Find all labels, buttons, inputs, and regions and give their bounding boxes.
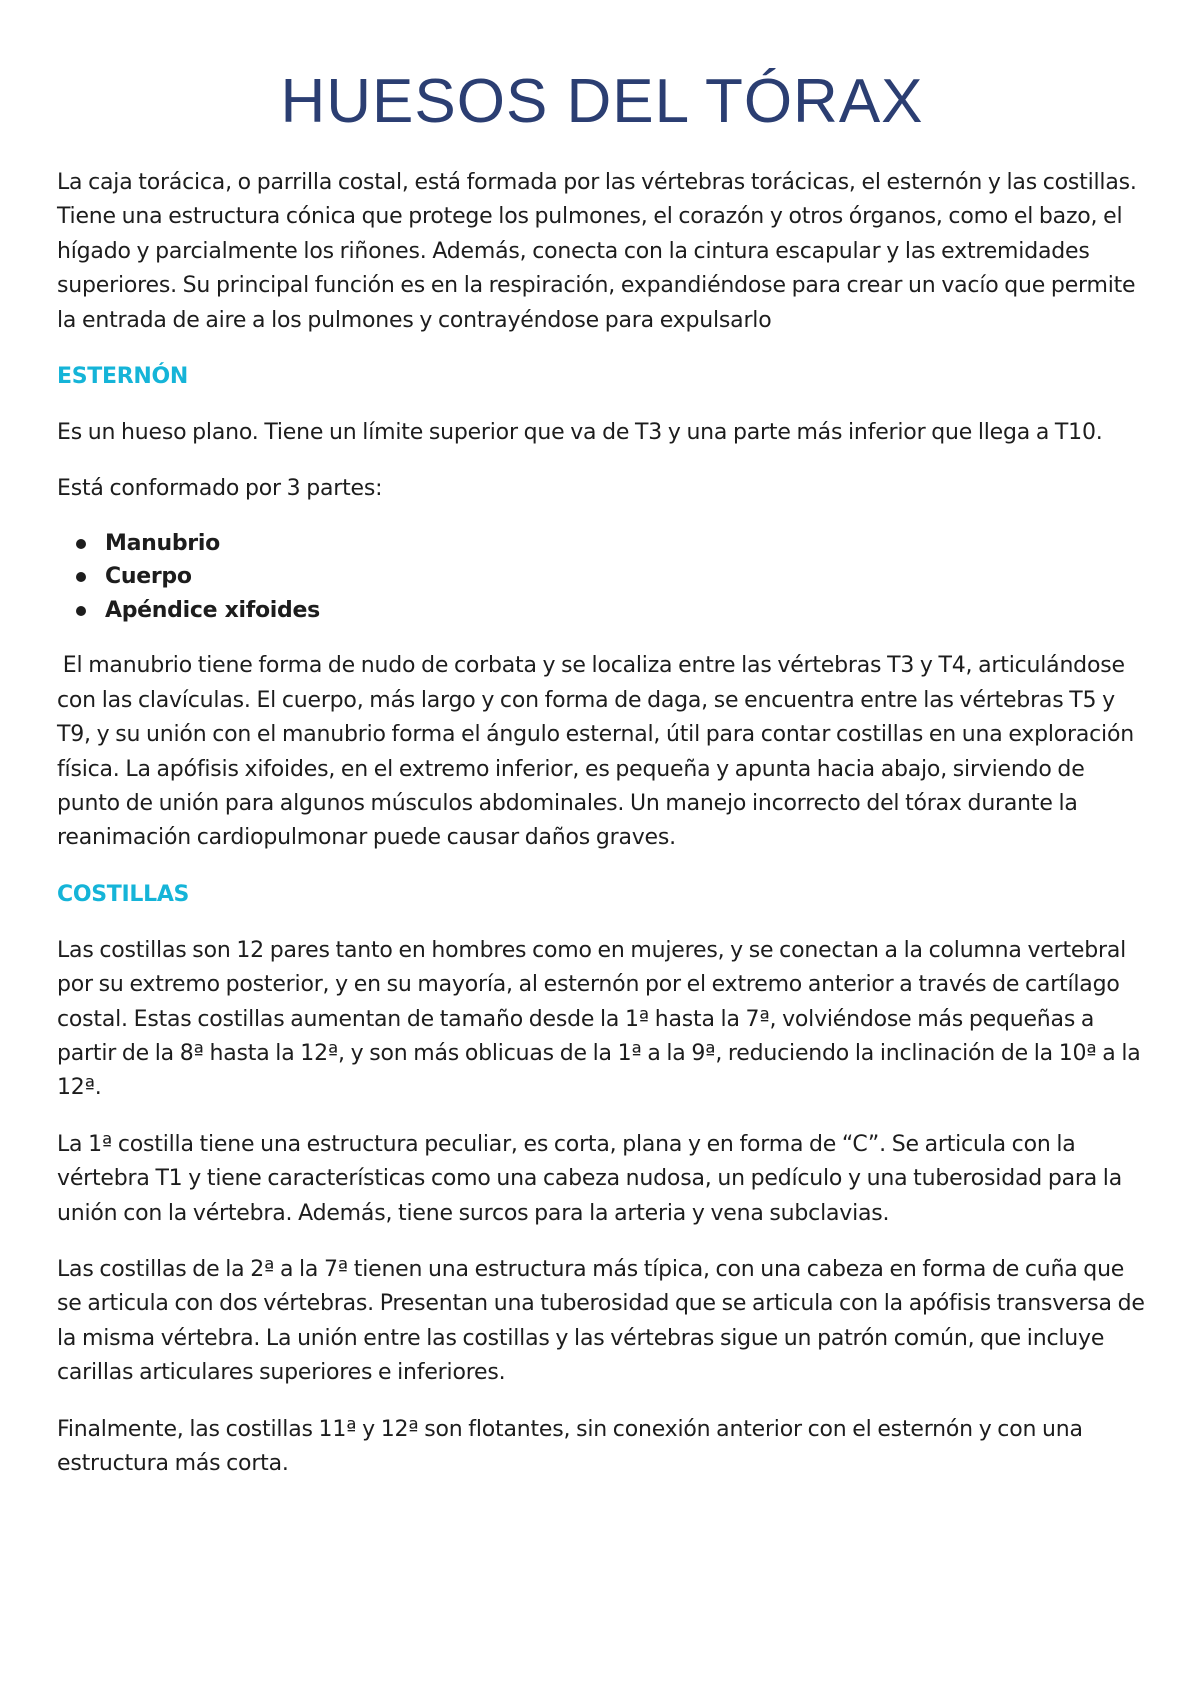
sternum-parts-list: [57, 527, 1147, 628]
costillas-paragraph-2: La 1ª costilla tiene una estructura peculiar, es corta, plana y en forma de “C”. Se articula con la vértebra T1 y tiene características como una cabeza nudosa, un pedículo y una tuberosidad para la unión con la vértebra. Además, tiene surcos para la arteria y vena subclavias.: [57, 1131, 1122, 1226]
list-item-label: Manubrio: [105, 530, 220, 556]
list-item: [57, 527, 1147, 561]
bullet-icon: [76, 539, 86, 549]
costillas-paragraph-1: Las costillas son 12 pares tanto en hombres como en mujeres, y se conectan a la columna vertebral por su extremo posterior, y en su mayoría, al esternón por el extremo anterior a través de cartílago costal. Estas costillas aumentan de tamaño desde la 1ª hasta la 7ª, volviéndose más pequeñas a partir de la 8ª hasta la 12ª, y son más oblicuas de la 1ª a la 9ª, reduciendo la inclinación de la 10ª a la 12ª.: [57, 937, 1141, 1101]
page-title: HUESOS DEL TÓRAX: [280, 67, 924, 136]
esternon-paragraph-1: Es un hueso plano. Tiene un límite superior que va de T3 y una parte más inferior que llega a T10.: [57, 420, 1103, 446]
intro-paragraph: La caja torácica, o parrilla costal, está formada por las vértebras torácicas, el esternón y las costillas. Tiene una estructura cónica que protege los pulmones, el corazón y otros órganos, como el bazo, el hígado y parcialmente los riñones. Además, conecta con la cintura escapular y las extremidades superiores. Su principal función es en la respiración, expandiéndose para crear un vacío que permite la entrada de aire a los pulmones y contrayéndose para expulsarlo: [57, 170, 1137, 333]
document-page: [57, 0, 1147, 1481]
bullet-icon: [76, 572, 86, 582]
list-item: [57, 594, 1147, 628]
list-item: [57, 560, 1147, 594]
costillas-paragraph-4: Finalmente, las costillas 11ª y 12ª son flotantes, sin conexión anterior con el esternón y con una estructura más corta.: [57, 1416, 1083, 1477]
bullet-icon: [76, 606, 86, 616]
section-heading-esternon: ESTERNÓN: [57, 364, 188, 390]
esternon-paragraph-2: Está conformado por 3 partes:: [57, 476, 383, 502]
list-item-label: Cuerpo: [105, 564, 192, 590]
costillas-paragraph-3: Las costillas de la 2ª a la 7ª tienen una estructura más típica, con una cabeza en forma de cuña que se articula con dos vértebras. Presentan una tuberosidad que se articula con la apófisis transversa de la misma vértebra. La unión entre las costillas y las vértebras sigue un patrón común, que incluye carillas articulares superiores e inferiores.: [57, 1257, 1145, 1386]
list-item-label: Apéndice xifoides: [105, 597, 320, 623]
esternon-paragraph-3: El manubrio tiene forma de nudo de corbata y se localiza entre las vértebras T3 y T4, articulándose con las clavículas. El cuerpo, más largo y con forma de daga, se encuentra entre las vértebras T5 y T9, y su unión con el manubrio forma el ángulo esternal, útil para contar costillas en una exploración física. La apófisis xifoides, en el extremo inferior, es pequeña y apunta hacia abajo, sirviendo de punto de unión para algunos músculos abdominales. Un manejo incorrecto del tórax durante la reanimación cardiopulmonar puede causar daños graves.: [57, 653, 1140, 851]
section-heading-costillas: COSTILLAS: [57, 881, 190, 907]
